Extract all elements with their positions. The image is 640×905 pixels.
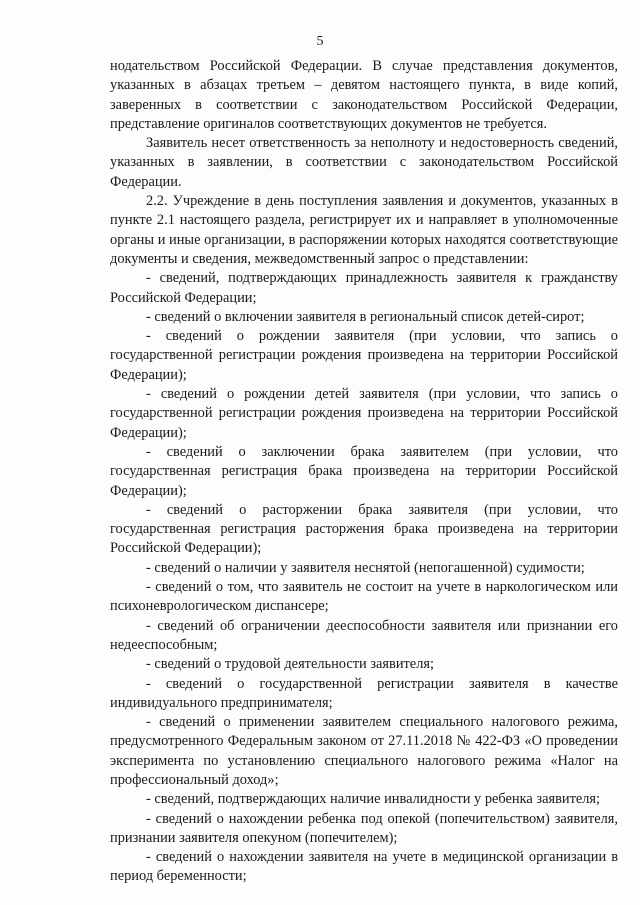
paragraph: - сведений, подтверждающих принадлежность заявителя к гражданству Российской Федерации;: [110, 270, 618, 306]
paragraph: 2.2. Учреждение в день поступления заявления и документов, указанных в пункте 2.1 настоящего раздела, регистрирует их и направляет в уполномоченные органы и иные организации, в распоряжении которых находятся соответствующие документы и сведения, межведомственный запрос о представлении:: [110, 193, 618, 267]
paragraph: - сведений о нахождении заявителя на учете в медицинской организации в период беременности;: [110, 849, 618, 885]
document-body: [110, 57, 618, 887]
paragraph: - сведений о рождении детей заявителя (при условии, что запись о государственной регистрации рождения произведена на территории Российской Федерации);: [110, 386, 618, 441]
page-number: 5: [316, 34, 324, 49]
paragraph: - сведений о рождении заявителя (при условии, что запись о государственной регистрации рождения произведена на территории Российской Федерации);: [110, 328, 618, 383]
paragraph: - сведений о включении заявителя в региональный список детей-сирот;: [146, 308, 585, 325]
paragraph: - сведений, подтверждающих наличие инвалидности у ребенка заявителя;: [146, 791, 601, 808]
paragraph: - сведений о расторжении брака заявителя (при условии, что государственная регистрация расторжения брака произведена на территории Российской Федерации);: [110, 501, 618, 557]
paragraph: - сведений об ограничении дееспособности заявителя или признании его недееспособным;: [110, 617, 618, 653]
paragraph: Заявитель несет ответственность за неполноту и недостоверность сведений, указанных в заявлении, в соответствии с законодательством Российской Федерации.: [110, 135, 618, 190]
paragraph: - сведений о применении заявителем специального налогового режима, предусмотренного Федеральным законом от 27.11.2018 № 422-ФЗ «О проведении эксперимента по установлению специального налогового режима «Налог на профессиональный доход»;: [110, 714, 618, 788]
paragraph: - сведений о том, что заявитель не состоит на учете в наркологическом или психоневрологическом диспансере;: [110, 579, 618, 615]
paragraph: - сведений о заключении брака заявителем (при условии, что государственная регистрация брака произведена на территории Российской Федерации);: [110, 443, 618, 499]
paragraph: - сведений о государственной регистрации заявителя в качестве индивидуального предпринимателя;: [110, 675, 618, 711]
paragraph: - сведений о нахождении ребенка под опекой (попечительством) заявителя, признании заявителя опекуном (попечителем);: [110, 810, 618, 846]
paragraph: нодательством Российской Федерации. В случае представления документов, указанных в абзацах третьем – девятом настоящего пункта, в виде копий, заверенных в соответствии с законодательством Российской Федерации, представление оригиналов соответствующих документов не требуется.: [110, 58, 618, 132]
paragraph: - сведений о трудовой деятельности заявителя;: [146, 656, 434, 673]
paragraph: - сведений о наличии у заявителя неснятой (непогашенной) судимости;: [146, 559, 585, 576]
